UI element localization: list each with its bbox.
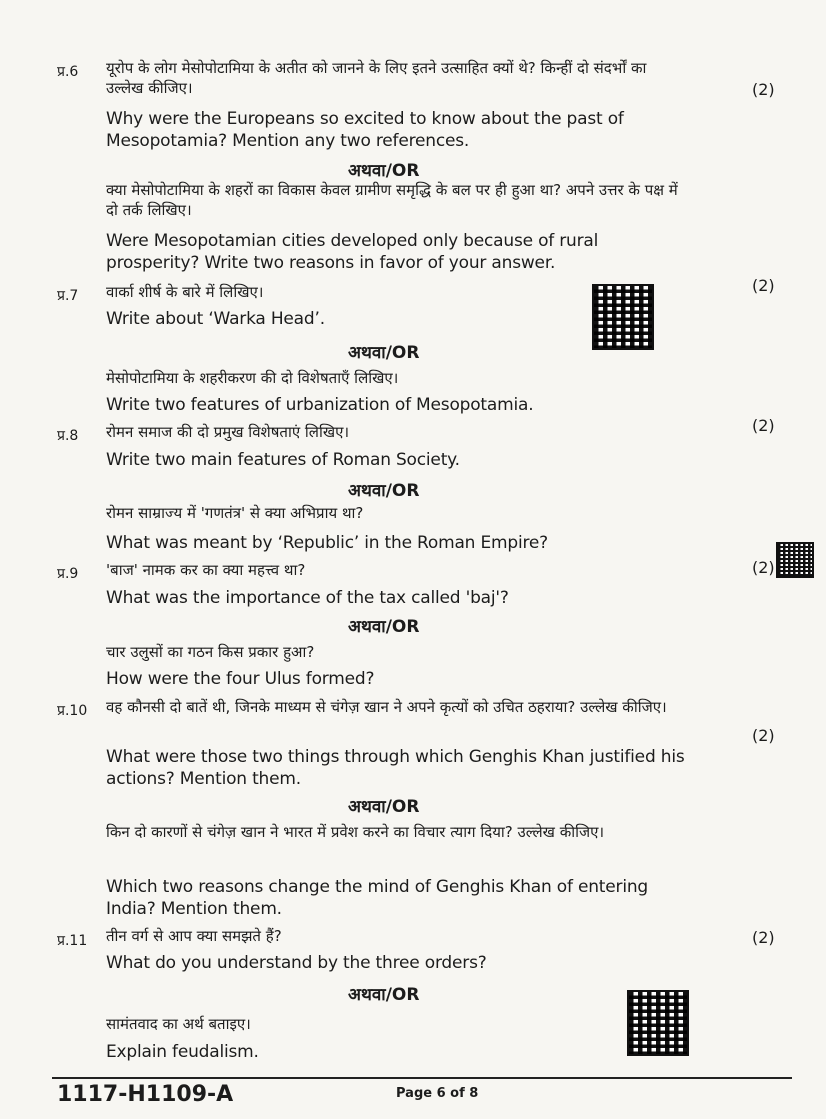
question-9-hindi: 'बाज' नामक कर का क्या महत्त्व था? [106, 561, 306, 579]
question-6-marks: (2) [752, 80, 775, 99]
question-6-hindi: यूरोप के लोग मेसोपोटामिया के अतीत को जानने के लिए इतने उत्साहित क्यों थे? किन्हीं दो संदर्भों का उल्लेख कीजिए। [106, 59, 647, 97]
question-9-english: What was the importance of the tax called 'baj'? [106, 588, 509, 608]
question-7-alt-english: Write two features of urbanization of Mesopotamia. [106, 395, 534, 415]
footer-divider [52, 1077, 792, 1079]
question-8-alt-english: What was meant by ‘Republic’ in the Roman Empire? [106, 533, 548, 553]
question-11-marks: (2) [752, 928, 775, 947]
question-9-or-label: अथवा/OR [348, 617, 420, 637]
question-7-alt-hindi: मेसोपोटामिया के शहरीकरण की दो विशेषताएँ लिखिए। [106, 369, 399, 387]
question-8-number: प्र.8 [57, 428, 79, 444]
question-10-hindi: वह कौनसी दो बातें थी, जिनके माध्यम से चंगेज़ खान ने अपने कृत्यों को उचित ठहराया? उल्लेख कीजिए। [106, 698, 667, 716]
question-9-alt-english: How were the four Ulus formed? [106, 669, 375, 689]
question-7-marks: (2) [752, 276, 775, 295]
question-7-hindi: वार्का शीर्ष के बारे में लिखिए। [106, 283, 264, 301]
question-10-alt-hindi: किन दो कारणों से चंगेज़ खान ने भारत में प्रवेश करने का विचार त्याग दिया? उल्लेख कीजिए। [106, 823, 605, 841]
page-number: Page 6 of 8 [396, 1086, 479, 1101]
question-9-marks: (2) [752, 558, 775, 577]
question-11-english: What do you understand by the three orders? [106, 953, 487, 973]
question-10-marks: (2) [752, 726, 775, 745]
question-8-alt-hindi: रोमन साम्राज्य में 'गणतंत्र' से क्या अभिप्राय था? [106, 504, 364, 522]
qr-code-bottom-icon [627, 990, 689, 1056]
qr-code-icon [592, 284, 654, 350]
question-6-or-label: अथवा/OR [348, 161, 420, 181]
question-8-hindi: रोमन समाज की दो प्रमुख विशेषताएं लिखिए। [106, 423, 350, 441]
question-11-number: प्र.11 [57, 933, 88, 949]
question-10-number: प्र.10 [57, 703, 88, 719]
question-11-alt-english: Explain feudalism. [106, 1042, 259, 1062]
question-7-or-label: अथवा/OR [348, 343, 420, 363]
question-11-hindi: तीन वर्ग से आप क्या समझते हैं? [106, 927, 282, 945]
question-7-english: Write about ‘Warka Head’. [106, 309, 325, 329]
question-9-number: प्र.9 [57, 566, 79, 582]
question-6-english: Why were the Europeans so excited to know about the past of Mesopotamia? Mention any two references. [106, 109, 624, 151]
question-6-number: प्र.6 [57, 64, 79, 80]
question-8-marks: (2) [752, 416, 775, 435]
question-6-alt-hindi: क्या मेसोपोटामिया के शहरों का विकास केवल ग्रामीण समृद्धि के बल पर ही हुआ था? अपने उत्तर के पक्ष में दो तर्क लिखिए। [106, 181, 678, 219]
question-7-number: प्र.7 [57, 288, 79, 304]
paper-code: 1117-H1109-A [57, 1082, 234, 1107]
question-11-alt-hindi: सामंतवाद का अर्थ बताइए। [106, 1015, 251, 1033]
question-8-english: Write two main features of Roman Society. [106, 450, 460, 470]
question-10-or-label: अथवा/OR [348, 797, 420, 817]
question-9-alt-hindi: चार उलुसों का गठन किस प्रकार हुआ? [106, 643, 315, 661]
question-10-english: What were those two things through which Genghis Khan justified his actions? Mention them. [106, 747, 685, 789]
question-10-alt-english: Which two reasons change the mind of Genghis Khan of entering India? Mention them. [106, 877, 649, 919]
question-11-or-label: अथवा/OR [348, 985, 420, 1005]
qr-code-small-icon [776, 542, 814, 578]
question-8-or-label: अथवा/OR [348, 481, 420, 501]
question-6-alt-english: Were Mesopotamian cities developed only because of rural prosperity? Write two reasons in favor of your answer. [106, 231, 599, 273]
